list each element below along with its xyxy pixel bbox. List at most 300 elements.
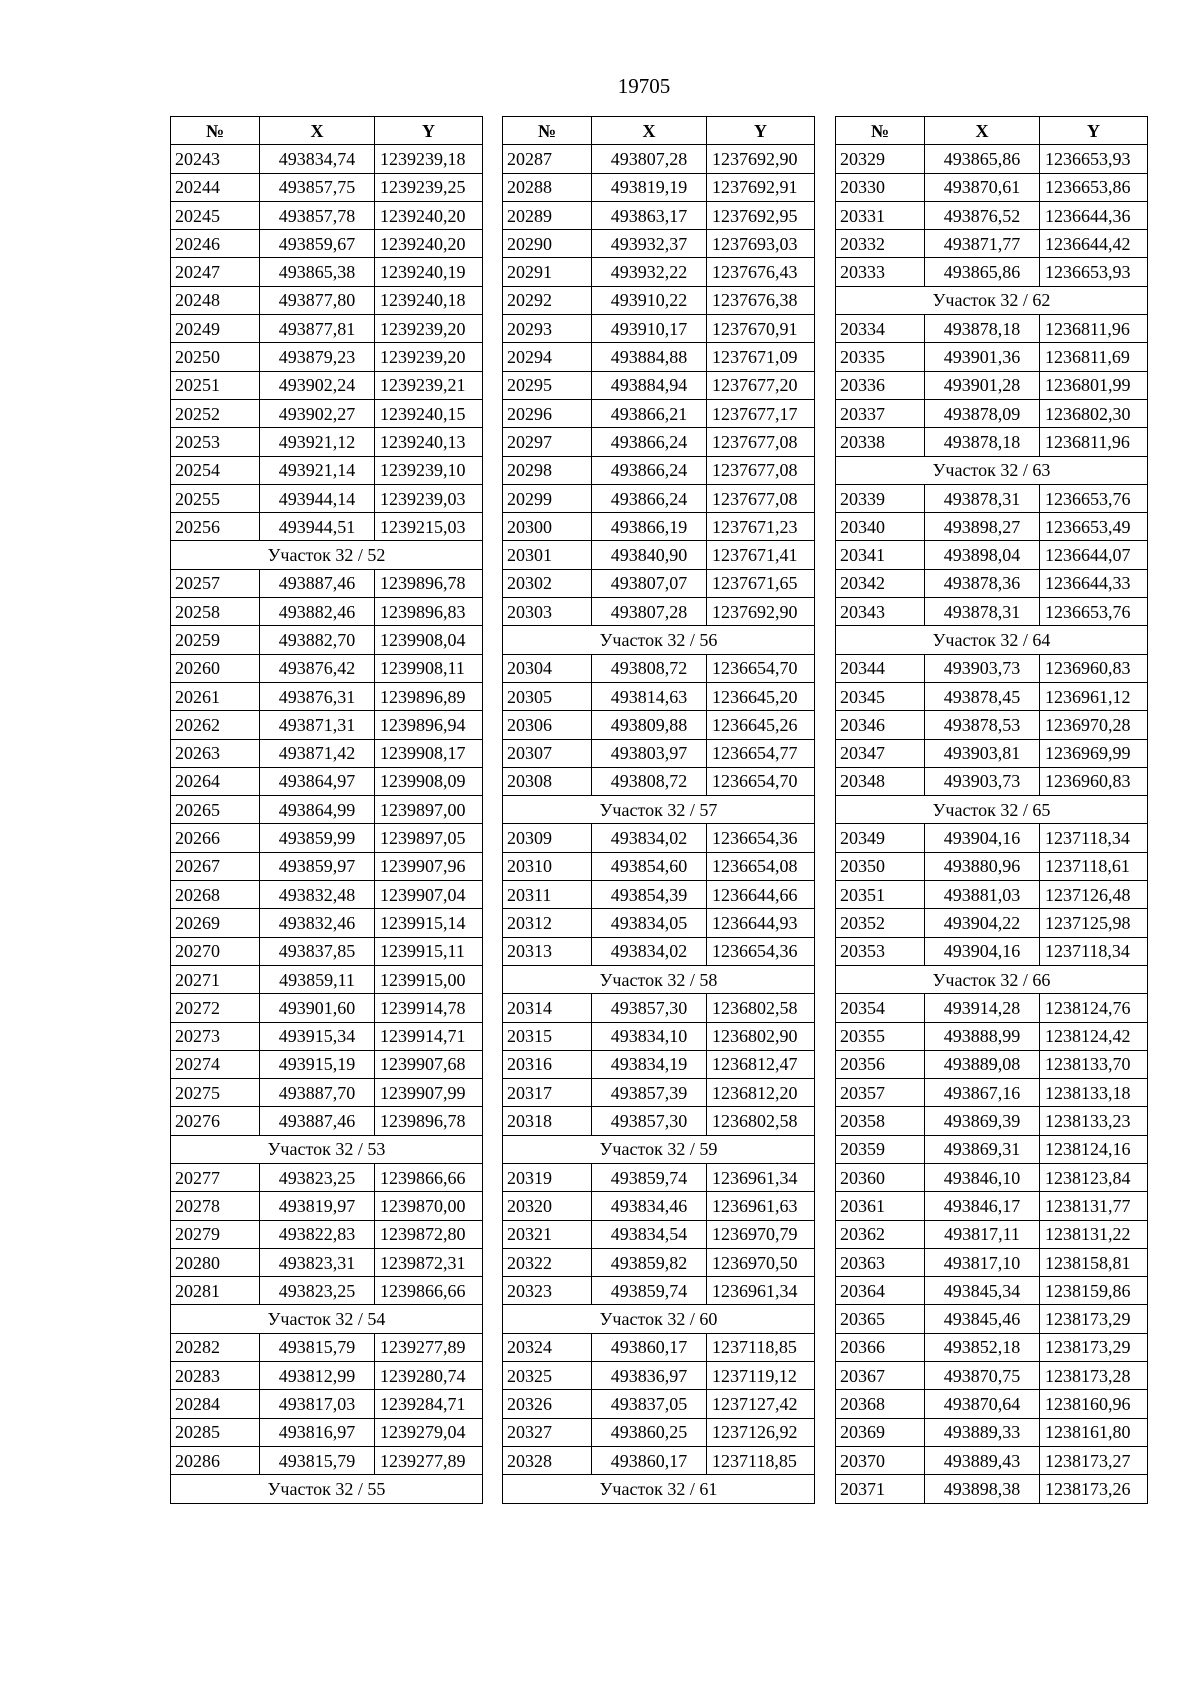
y-coordinate: 1236654,08	[707, 852, 815, 880]
table-row	[836, 739, 1148, 767]
section-title: Участок 32 / 65	[836, 796, 1148, 824]
header-y: Y	[1040, 117, 1148, 145]
x-coordinate: 493863,17	[592, 201, 707, 229]
point-number: 20361	[836, 1192, 925, 1220]
table-row	[171, 258, 483, 286]
x-coordinate: 493880,96	[925, 852, 1040, 880]
x-coordinate: 493857,78	[260, 201, 375, 229]
y-coordinate: 1236970,50	[707, 1248, 815, 1276]
table-row	[503, 682, 815, 710]
table-row	[503, 1163, 815, 1191]
table-row	[171, 1163, 483, 1191]
point-number: 20366	[836, 1333, 925, 1361]
x-coordinate: 493803,97	[592, 739, 707, 767]
table-row	[836, 315, 1148, 343]
x-coordinate: 493857,30	[592, 1107, 707, 1135]
table-row	[836, 994, 1148, 1022]
point-number: 20328	[503, 1446, 592, 1474]
x-coordinate: 493865,86	[925, 258, 1040, 286]
y-coordinate: 1239907,68	[375, 1050, 483, 1078]
y-coordinate: 1239872,31	[375, 1248, 483, 1276]
y-coordinate: 1239908,09	[375, 767, 483, 795]
x-coordinate: 493887,46	[260, 569, 375, 597]
y-coordinate: 1236802,58	[707, 994, 815, 1022]
coordinates-table-2	[502, 116, 815, 1504]
point-number: 20319	[503, 1163, 592, 1191]
y-coordinate: 1236653,93	[1040, 145, 1148, 173]
section-title: Участок 32 / 64	[836, 626, 1148, 654]
x-coordinate: 493837,85	[260, 937, 375, 965]
x-coordinate: 493877,81	[260, 315, 375, 343]
y-coordinate: 1237125,98	[1040, 909, 1148, 937]
table-row	[171, 513, 483, 541]
point-number: 20354	[836, 994, 925, 1022]
y-coordinate: 1239240,20	[375, 230, 483, 258]
table-row	[503, 1220, 815, 1248]
point-number: 20356	[836, 1050, 925, 1078]
x-coordinate: 493884,94	[592, 371, 707, 399]
point-number: 20258	[171, 598, 260, 626]
point-number: 20357	[836, 1079, 925, 1107]
point-number: 20262	[171, 711, 260, 739]
point-number: 20297	[503, 428, 592, 456]
table-row	[171, 1248, 483, 1276]
y-coordinate: 1237671,09	[707, 343, 815, 371]
table-row	[503, 315, 815, 343]
y-coordinate: 1236970,28	[1040, 711, 1148, 739]
table-row	[171, 1390, 483, 1418]
table-row	[503, 1248, 815, 1276]
point-number: 20299	[503, 484, 592, 512]
y-coordinate: 1238161,80	[1040, 1418, 1148, 1446]
point-number: 20286	[171, 1446, 260, 1474]
x-coordinate: 493815,79	[260, 1333, 375, 1361]
x-coordinate: 493910,17	[592, 315, 707, 343]
x-coordinate: 493834,19	[592, 1050, 707, 1078]
table-row	[171, 852, 483, 880]
point-number: 20291	[503, 258, 592, 286]
table-row	[836, 201, 1148, 229]
table-row	[171, 1446, 483, 1474]
section-title: Участок 32 / 60	[503, 1305, 815, 1333]
point-number: 20273	[171, 1022, 260, 1050]
point-number: 20309	[503, 824, 592, 852]
x-coordinate: 493864,99	[260, 796, 375, 824]
section-title: Участок 32 / 61	[503, 1475, 815, 1503]
table-row	[836, 513, 1148, 541]
point-number: 20267	[171, 852, 260, 880]
table-row	[171, 682, 483, 710]
y-coordinate: 1239239,20	[375, 315, 483, 343]
x-coordinate: 493889,33	[925, 1418, 1040, 1446]
table-row	[836, 824, 1148, 852]
y-coordinate: 1239866,66	[375, 1163, 483, 1191]
y-coordinate: 1239215,03	[375, 513, 483, 541]
table-row	[503, 739, 815, 767]
x-coordinate: 493808,72	[592, 654, 707, 682]
x-coordinate: 493866,24	[592, 428, 707, 456]
x-coordinate: 493881,03	[925, 881, 1040, 909]
table-row	[836, 541, 1148, 569]
table-row	[503, 286, 815, 314]
x-coordinate: 493871,77	[925, 230, 1040, 258]
y-coordinate: 1236811,69	[1040, 343, 1148, 371]
x-coordinate: 493814,63	[592, 682, 707, 710]
x-coordinate: 493854,39	[592, 881, 707, 909]
y-coordinate: 1236961,63	[707, 1192, 815, 1220]
section-row	[503, 965, 815, 993]
point-number: 20310	[503, 852, 592, 880]
table-row	[836, 343, 1148, 371]
x-coordinate: 493807,28	[592, 598, 707, 626]
x-coordinate: 493859,99	[260, 824, 375, 852]
table-row	[836, 852, 1148, 880]
table-row	[836, 682, 1148, 710]
table-row	[836, 1418, 1148, 1446]
table-row	[503, 541, 815, 569]
header-x: X	[925, 117, 1040, 145]
x-coordinate: 493878,31	[925, 484, 1040, 512]
table-row	[503, 428, 815, 456]
section-title: Участок 32 / 62	[836, 286, 1148, 314]
table-row	[171, 428, 483, 456]
x-coordinate: 493816,97	[260, 1418, 375, 1446]
y-coordinate: 1236644,33	[1040, 569, 1148, 597]
x-coordinate: 493871,31	[260, 711, 375, 739]
y-coordinate: 1237671,23	[707, 513, 815, 541]
y-coordinate: 1238160,96	[1040, 1390, 1148, 1418]
point-number: 20318	[503, 1107, 592, 1135]
point-number: 20284	[171, 1390, 260, 1418]
page-number: 19705	[617, 74, 671, 98]
x-coordinate: 493877,80	[260, 286, 375, 314]
point-number: 20251	[171, 371, 260, 399]
point-number: 20321	[503, 1220, 592, 1248]
y-coordinate: 1236653,93	[1040, 258, 1148, 286]
y-coordinate: 1236969,99	[1040, 739, 1148, 767]
y-coordinate: 1239239,25	[375, 173, 483, 201]
x-coordinate: 493876,52	[925, 201, 1040, 229]
section-row	[836, 965, 1148, 993]
x-coordinate: 493944,14	[260, 484, 375, 512]
table-row	[503, 1079, 815, 1107]
y-coordinate: 1236654,70	[707, 767, 815, 795]
point-number: 20257	[171, 569, 260, 597]
x-coordinate: 493866,19	[592, 513, 707, 541]
x-coordinate: 493859,82	[592, 1248, 707, 1276]
x-coordinate: 493832,46	[260, 909, 375, 937]
point-number: 20244	[171, 173, 260, 201]
point-number: 20367	[836, 1362, 925, 1390]
x-coordinate: 493859,74	[592, 1277, 707, 1305]
table-row	[171, 1220, 483, 1248]
x-coordinate: 493808,72	[592, 767, 707, 795]
point-number: 20331	[836, 201, 925, 229]
section-title: Участок 32 / 66	[836, 965, 1148, 993]
y-coordinate: 1238133,18	[1040, 1079, 1148, 1107]
x-coordinate: 493817,03	[260, 1390, 375, 1418]
section-title: Участок 32 / 54	[171, 1305, 483, 1333]
point-number: 20278	[171, 1192, 260, 1220]
table-row	[171, 1362, 483, 1390]
table-row	[836, 598, 1148, 626]
point-number: 20315	[503, 1022, 592, 1050]
point-number: 20322	[503, 1248, 592, 1276]
table-row	[503, 598, 815, 626]
x-coordinate: 493817,11	[925, 1220, 1040, 1248]
header-x: X	[592, 117, 707, 145]
y-coordinate: 1237676,38	[707, 286, 815, 314]
table-row	[836, 1220, 1148, 1248]
y-coordinate: 1239239,03	[375, 484, 483, 512]
y-coordinate: 1239908,04	[375, 626, 483, 654]
x-coordinate: 493903,81	[925, 739, 1040, 767]
table-header-row	[171, 117, 483, 145]
table-row	[836, 1135, 1148, 1163]
table-row	[503, 1277, 815, 1305]
point-number: 20304	[503, 654, 592, 682]
y-coordinate: 1239908,11	[375, 654, 483, 682]
x-coordinate: 493834,54	[592, 1220, 707, 1248]
x-coordinate: 493819,97	[260, 1192, 375, 1220]
x-coordinate: 493834,02	[592, 937, 707, 965]
x-coordinate: 493817,10	[925, 1248, 1040, 1276]
table-row	[836, 1192, 1148, 1220]
y-coordinate: 1237677,08	[707, 456, 815, 484]
x-coordinate: 493823,25	[260, 1277, 375, 1305]
section-row	[836, 796, 1148, 824]
table-row	[503, 767, 815, 795]
table-row	[836, 1079, 1148, 1107]
point-number: 20341	[836, 541, 925, 569]
table-row	[503, 1022, 815, 1050]
table-row	[503, 711, 815, 739]
table-row	[171, 1022, 483, 1050]
point-number: 20248	[171, 286, 260, 314]
section-row	[503, 626, 815, 654]
table-row	[503, 1192, 815, 1220]
y-coordinate: 1237126,92	[707, 1418, 815, 1446]
y-coordinate: 1239907,96	[375, 852, 483, 880]
section-row	[503, 1305, 815, 1333]
table-row	[171, 315, 483, 343]
table-row	[171, 824, 483, 852]
point-number: 20268	[171, 881, 260, 909]
y-coordinate: 1239280,74	[375, 1362, 483, 1390]
y-coordinate: 1239907,99	[375, 1079, 483, 1107]
point-number: 20261	[171, 682, 260, 710]
table-row	[503, 852, 815, 880]
section-row	[171, 1135, 483, 1163]
x-coordinate: 493807,28	[592, 145, 707, 173]
section-row	[171, 1305, 483, 1333]
y-coordinate: 1237118,34	[1040, 937, 1148, 965]
header-y: Y	[707, 117, 815, 145]
point-number: 20324	[503, 1333, 592, 1361]
table-row	[503, 201, 815, 229]
section-row	[836, 456, 1148, 484]
x-coordinate: 493807,07	[592, 569, 707, 597]
table-row	[503, 371, 815, 399]
table-row	[836, 937, 1148, 965]
section-title: Участок 32 / 56	[503, 626, 815, 654]
point-number: 20329	[836, 145, 925, 173]
point-number: 20327	[503, 1418, 592, 1446]
point-number: 20311	[503, 881, 592, 909]
x-coordinate: 493879,23	[260, 343, 375, 371]
y-coordinate: 1238123,84	[1040, 1163, 1148, 1191]
x-coordinate: 493871,42	[260, 739, 375, 767]
y-coordinate: 1237118,61	[1040, 852, 1148, 880]
x-coordinate: 493902,27	[260, 399, 375, 427]
section-title: Участок 32 / 52	[171, 541, 483, 569]
table-row	[171, 626, 483, 654]
point-number: 20314	[503, 994, 592, 1022]
y-coordinate: 1236653,86	[1040, 173, 1148, 201]
x-coordinate: 493832,48	[260, 881, 375, 909]
x-coordinate: 493860,17	[592, 1446, 707, 1474]
point-number: 20249	[171, 315, 260, 343]
y-coordinate: 1239914,78	[375, 994, 483, 1022]
table-row	[836, 1390, 1148, 1418]
y-coordinate: 1237670,91	[707, 315, 815, 343]
point-number: 20335	[836, 343, 925, 371]
table-row	[836, 173, 1148, 201]
point-number: 20365	[836, 1305, 925, 1333]
x-coordinate: 493878,45	[925, 682, 1040, 710]
y-coordinate: 1236812,20	[707, 1079, 815, 1107]
table-row	[503, 456, 815, 484]
point-number: 20252	[171, 399, 260, 427]
point-number: 20333	[836, 258, 925, 286]
y-coordinate: 1237671,65	[707, 569, 815, 597]
table-row	[503, 937, 815, 965]
table-row	[171, 371, 483, 399]
table-row	[171, 1107, 483, 1135]
x-coordinate: 493860,25	[592, 1418, 707, 1446]
y-coordinate: 1238133,23	[1040, 1107, 1148, 1135]
table-row	[171, 569, 483, 597]
point-number: 20302	[503, 569, 592, 597]
point-number: 20325	[503, 1362, 592, 1390]
y-coordinate: 1237692,90	[707, 145, 815, 173]
y-coordinate: 1238131,77	[1040, 1192, 1148, 1220]
table-row	[836, 909, 1148, 937]
y-coordinate: 1236961,12	[1040, 682, 1148, 710]
x-coordinate: 493867,16	[925, 1079, 1040, 1107]
table-row	[503, 258, 815, 286]
point-number: 20348	[836, 767, 925, 795]
x-coordinate: 493889,43	[925, 1446, 1040, 1474]
point-number: 20316	[503, 1050, 592, 1078]
point-number: 20343	[836, 598, 925, 626]
point-number: 20320	[503, 1192, 592, 1220]
table-row	[503, 513, 815, 541]
table-row	[171, 711, 483, 739]
point-number: 20300	[503, 513, 592, 541]
table-row	[171, 909, 483, 937]
point-number: 20307	[503, 739, 592, 767]
x-coordinate: 493866,21	[592, 399, 707, 427]
y-coordinate: 1239240,18	[375, 286, 483, 314]
y-coordinate: 1239277,89	[375, 1333, 483, 1361]
x-coordinate: 493857,30	[592, 994, 707, 1022]
x-coordinate: 493857,39	[592, 1079, 707, 1107]
point-number: 20292	[503, 286, 592, 314]
section-row	[171, 541, 483, 569]
point-number: 20279	[171, 1220, 260, 1248]
point-number: 20330	[836, 173, 925, 201]
x-coordinate: 493866,24	[592, 484, 707, 512]
point-number: 20283	[171, 1362, 260, 1390]
y-coordinate: 1236960,83	[1040, 767, 1148, 795]
x-coordinate: 493904,16	[925, 937, 1040, 965]
table-row	[171, 598, 483, 626]
table-row	[836, 1163, 1148, 1191]
point-number: 20306	[503, 711, 592, 739]
y-coordinate: 1238173,29	[1040, 1305, 1148, 1333]
point-number: 20351	[836, 881, 925, 909]
point-number: 20269	[171, 909, 260, 937]
y-coordinate: 1236961,34	[707, 1277, 815, 1305]
y-coordinate: 1237692,91	[707, 173, 815, 201]
y-coordinate: 1237127,42	[707, 1390, 815, 1418]
x-coordinate: 493860,17	[592, 1333, 707, 1361]
header-number: №	[171, 117, 260, 145]
point-number: 20250	[171, 343, 260, 371]
x-coordinate: 493878,31	[925, 598, 1040, 626]
x-coordinate: 493865,38	[260, 258, 375, 286]
point-number: 20342	[836, 569, 925, 597]
table-row	[171, 173, 483, 201]
x-coordinate: 493857,75	[260, 173, 375, 201]
y-coordinate: 1239240,19	[375, 258, 483, 286]
point-number: 20301	[503, 541, 592, 569]
section-row	[171, 1475, 483, 1503]
table-row	[171, 1277, 483, 1305]
x-coordinate: 493859,74	[592, 1163, 707, 1191]
y-coordinate: 1239908,17	[375, 739, 483, 767]
point-number: 20308	[503, 767, 592, 795]
y-coordinate: 1239896,83	[375, 598, 483, 626]
section-title: Участок 32 / 55	[171, 1475, 483, 1503]
y-coordinate: 1237119,12	[707, 1362, 815, 1390]
point-number: 20253	[171, 428, 260, 456]
y-coordinate: 1237692,95	[707, 201, 815, 229]
header-number: №	[503, 117, 592, 145]
y-coordinate: 1239240,13	[375, 428, 483, 456]
point-number: 20336	[836, 371, 925, 399]
x-coordinate: 493878,36	[925, 569, 1040, 597]
y-coordinate: 1239866,66	[375, 1277, 483, 1305]
table-header-row	[836, 117, 1148, 145]
x-coordinate: 493915,34	[260, 1022, 375, 1050]
y-coordinate: 1237692,90	[707, 598, 815, 626]
point-number: 20368	[836, 1390, 925, 1418]
x-coordinate: 493904,16	[925, 824, 1040, 852]
x-coordinate: 493846,17	[925, 1192, 1040, 1220]
point-number: 20280	[171, 1248, 260, 1276]
x-coordinate: 493910,22	[592, 286, 707, 314]
x-coordinate: 493932,22	[592, 258, 707, 286]
x-coordinate: 493870,64	[925, 1390, 1040, 1418]
point-number: 20323	[503, 1277, 592, 1305]
table-row	[836, 1022, 1148, 1050]
y-coordinate: 1236801,99	[1040, 371, 1148, 399]
point-number: 20339	[836, 484, 925, 512]
table-row	[503, 1050, 815, 1078]
point-number: 20289	[503, 201, 592, 229]
